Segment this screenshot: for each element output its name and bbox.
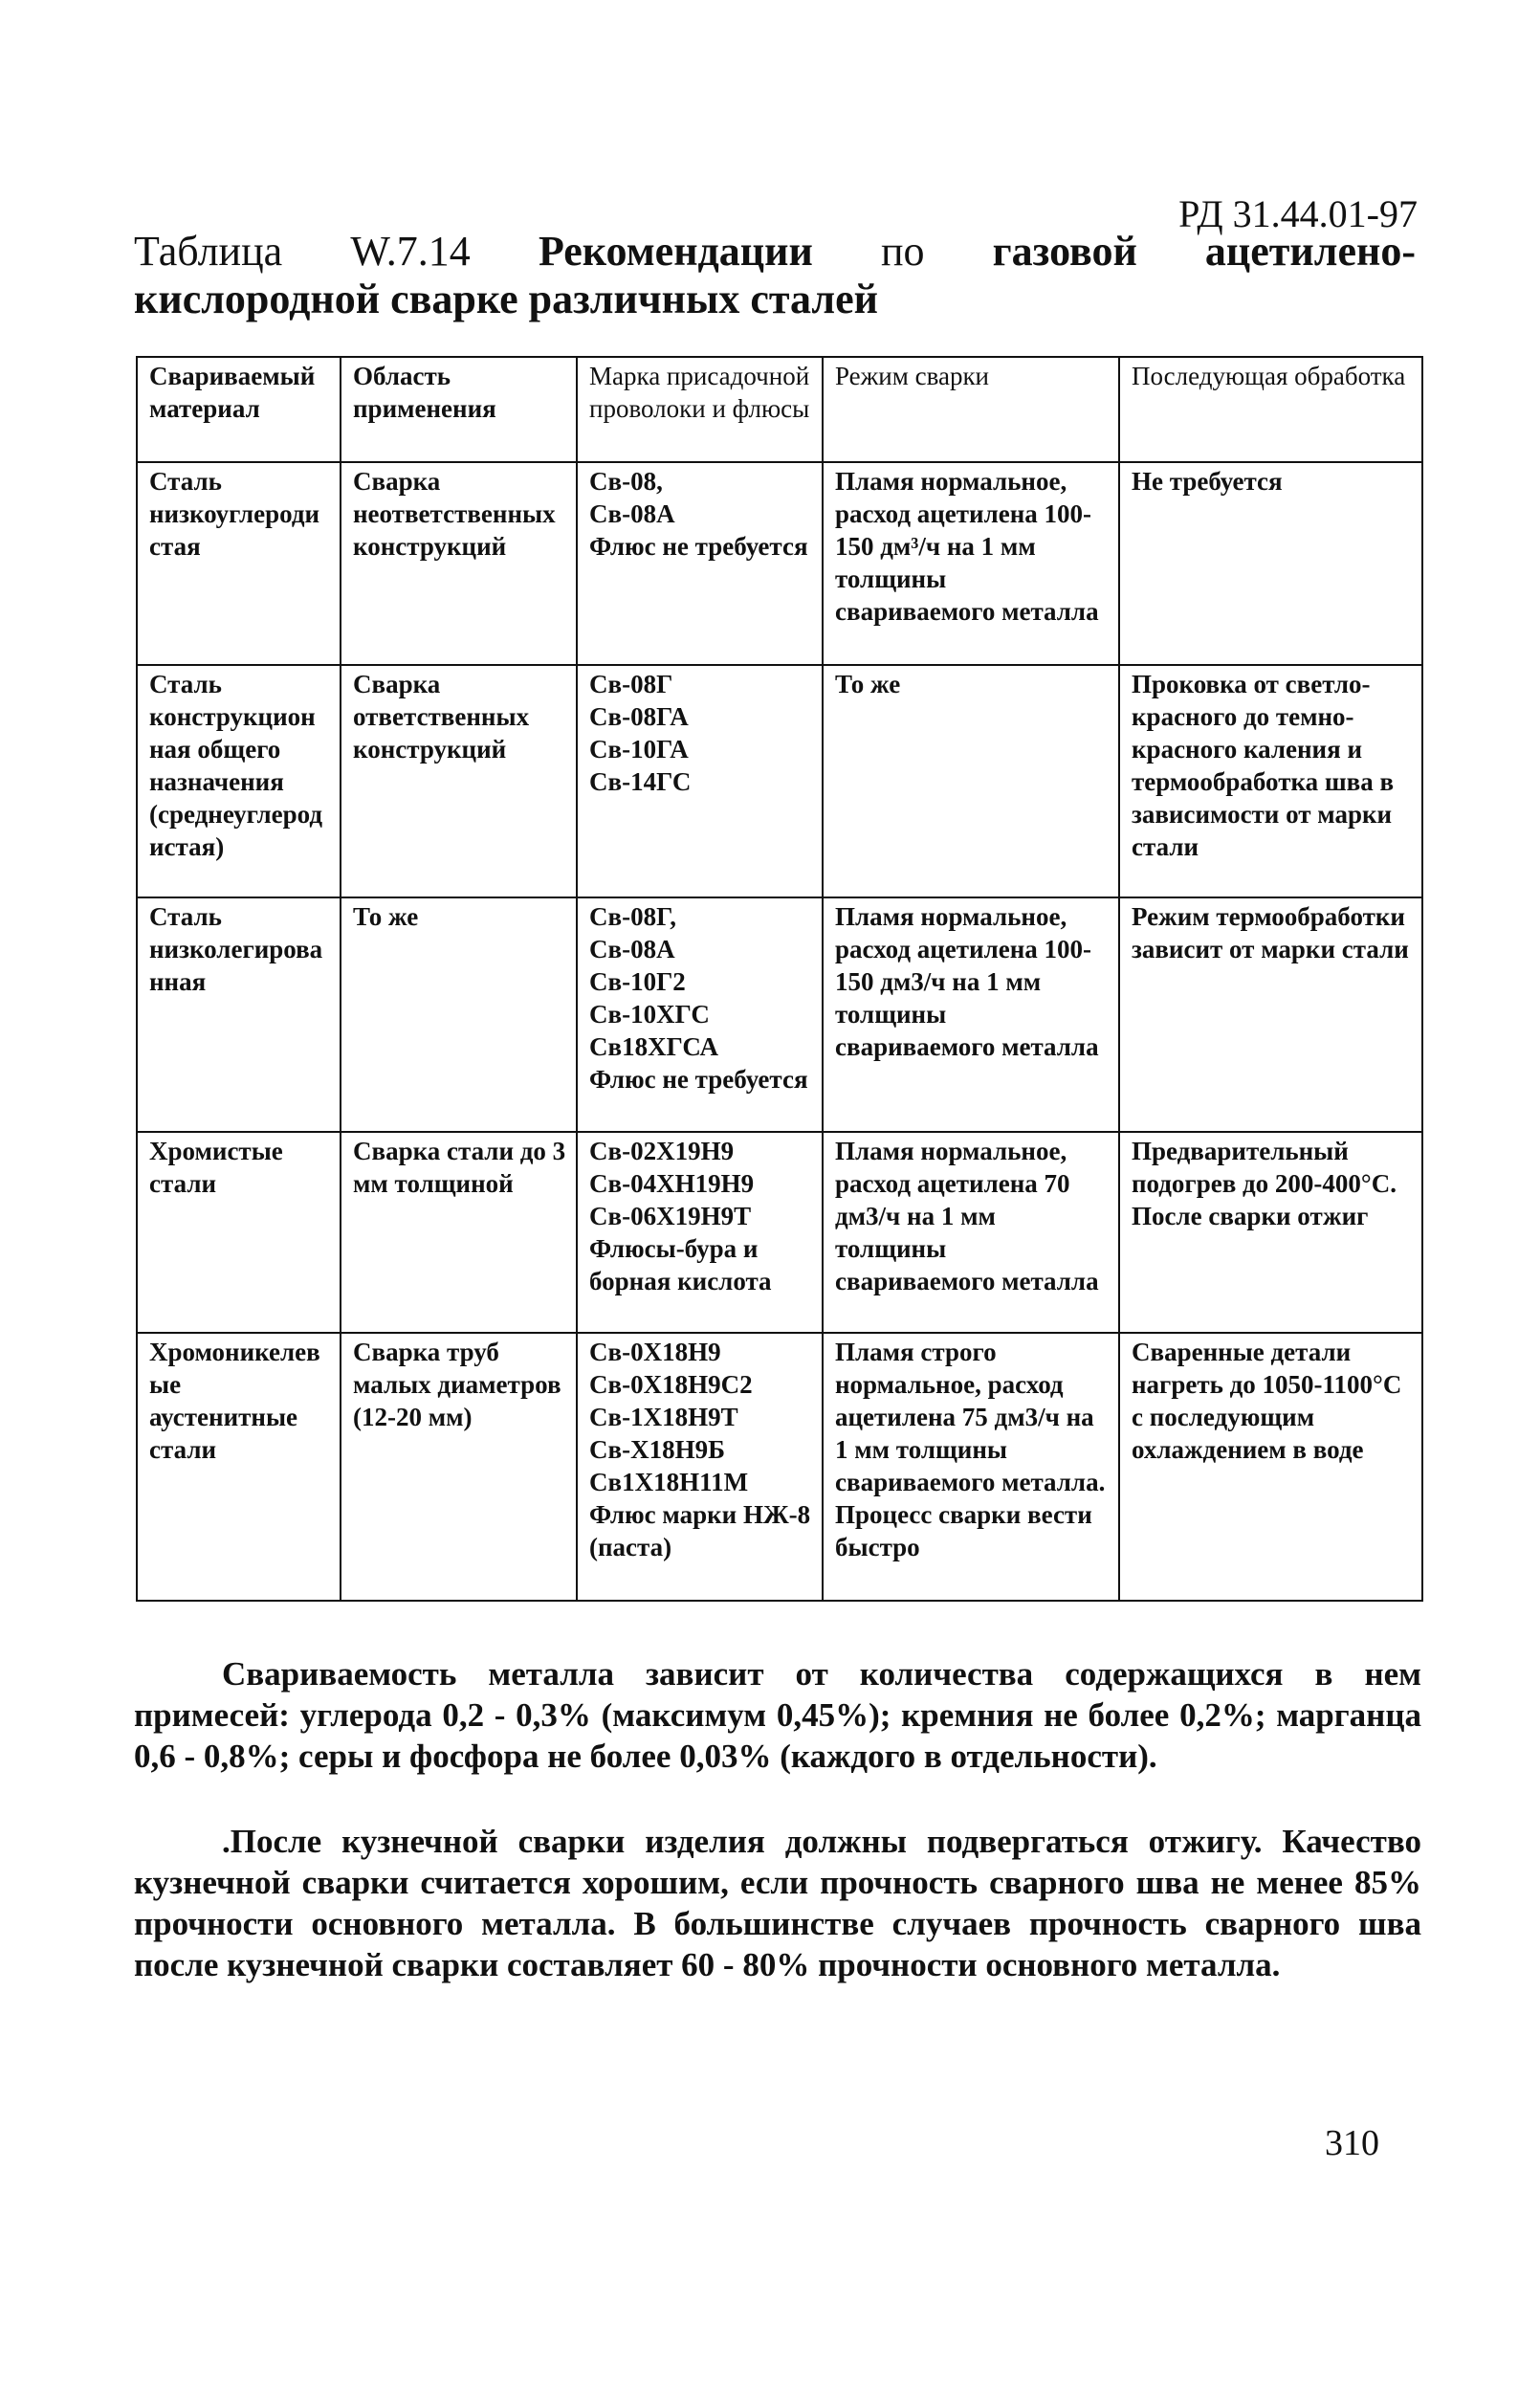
header-mode: Режим сварки xyxy=(823,357,1119,462)
cell-mode: Пламя нормальное, расход ацетилена 100-150 дм³/ч на 1 мм толщины свариваемого металла xyxy=(823,462,1119,665)
title-line-2: кислородной сварке различных сталей xyxy=(134,276,878,322)
cell-filler: Св-02Х19Н9 Св-04ХН19Н9 Св-06Х19Н9Т Флюсы-бура и борная кислота xyxy=(577,1132,823,1333)
paragraph-weldability: Свариваемость металла зависит от количества содержащихся в нем примесей: углерода 0,2 - 0,3% (максимум 0,45%); кремния не более 0,2%; марганца 0,6 - 0,8%; серы и фосфора не более 0,03% (каждого в отдельности). xyxy=(134,1655,1421,1775)
table-row xyxy=(137,897,1422,1132)
page-number: 310 xyxy=(1325,2123,1379,2163)
table-header-row xyxy=(137,357,1422,462)
title-number: W.7.14 xyxy=(350,228,471,275)
title-label: Таблица xyxy=(134,228,283,275)
header-material: Свариваемый материал xyxy=(137,357,341,462)
title-word: по xyxy=(881,228,925,275)
title-word: Рекомендации xyxy=(538,228,813,275)
title-word: ацетилено- xyxy=(1204,228,1416,275)
cell-material: Сталь конструкционная общего назначения (среднеуглеродистая) xyxy=(137,665,341,897)
cell-filler: Св-0Х18Н9 Св-0Х18Н9С2 Св-1Х18Н9Т Св-Х18Н9Б Св1Х18Н11М Флюс марки НЖ-8 (паста) xyxy=(577,1333,823,1601)
paragraph-forge-welding: .После кузнечной сварки изделия должны подвергаться отжигу. Качество кузнечной сварки считается хорошим, если прочность сварного шва не менее 85% прочности основного металла. В большинстве случаев прочность сварного шва после кузнечной сварки составляет 60 - 80% прочности основного металла. xyxy=(134,1823,1421,1983)
cell-post: Режим термообработки зависит от марки стали xyxy=(1119,897,1422,1132)
cell-material: Хромоникелевые аустенитные стали xyxy=(137,1333,341,1601)
cell-material: Сталь низколегированная xyxy=(137,897,341,1132)
cell-filler: Св-08Г Св-08ГА Св-10ГА Св-14ГС xyxy=(577,665,823,897)
table-row xyxy=(137,1132,1422,1333)
cell-material: Хромистые стали xyxy=(137,1132,341,1333)
cell-mode: Пламя нормальное, расход ацетилена 100-150 дм3/ч на 1 мм толщины свариваемого металла xyxy=(823,897,1119,1132)
cell-area: Сварка стали до 3 мм толщиной xyxy=(341,1132,577,1333)
cell-area: То же xyxy=(341,897,577,1132)
table-row xyxy=(137,462,1422,665)
title-word: газовой xyxy=(992,228,1137,275)
cell-filler: Св-08Г, Св-08А Св-10Г2 Св-10ХГС Св18ХГСА Флюс не требуется xyxy=(577,897,823,1132)
cell-mode: Пламя строго нормальное, расход ацетилена 75 дм3/ч на 1 мм толщины свариваемого металла. Процесс сварки вести быстро xyxy=(823,1333,1119,1601)
cell-mode: Пламя нормальное, расход ацетилена 70 дм3/ч на 1 мм толщины свариваемого металла xyxy=(823,1132,1119,1333)
table-row xyxy=(137,1333,1422,1601)
welding-recommendations-table xyxy=(136,356,1423,1602)
cell-post: Сваренные детали нагреть до 1050-1100°С с последующим охлаждением в воде xyxy=(1119,1333,1422,1601)
cell-post: Проковка от светло-красного до темно-красного каления и термообработка шва в зависимости от марки стали xyxy=(1119,665,1422,897)
cell-area: Сварка ответственных конструкций xyxy=(341,665,577,897)
table-title xyxy=(134,228,1416,323)
header-filler: Марка присадочной проволоки и флюсы xyxy=(577,357,823,462)
header-post: Последующая обработка xyxy=(1119,357,1422,462)
table-row xyxy=(137,665,1422,897)
cell-area: Сварка труб малых диаметров (12-20 мм) xyxy=(341,1333,577,1601)
cell-post: Предварительный подогрев до 200-400°С. После сварки отжиг xyxy=(1119,1132,1422,1333)
cell-material: Сталь низкоуглеродистая xyxy=(137,462,341,665)
header-area: Область применения xyxy=(341,357,577,462)
document-code: РД 31.44.01-97 xyxy=(1178,192,1418,235)
cell-area: Сварка неответственных конструкций xyxy=(341,462,577,665)
cell-filler: Св-08, Св-08А Флюс не требуется xyxy=(577,462,823,665)
cell-post: Не требуется xyxy=(1119,462,1422,665)
cell-mode: То же xyxy=(823,665,1119,897)
